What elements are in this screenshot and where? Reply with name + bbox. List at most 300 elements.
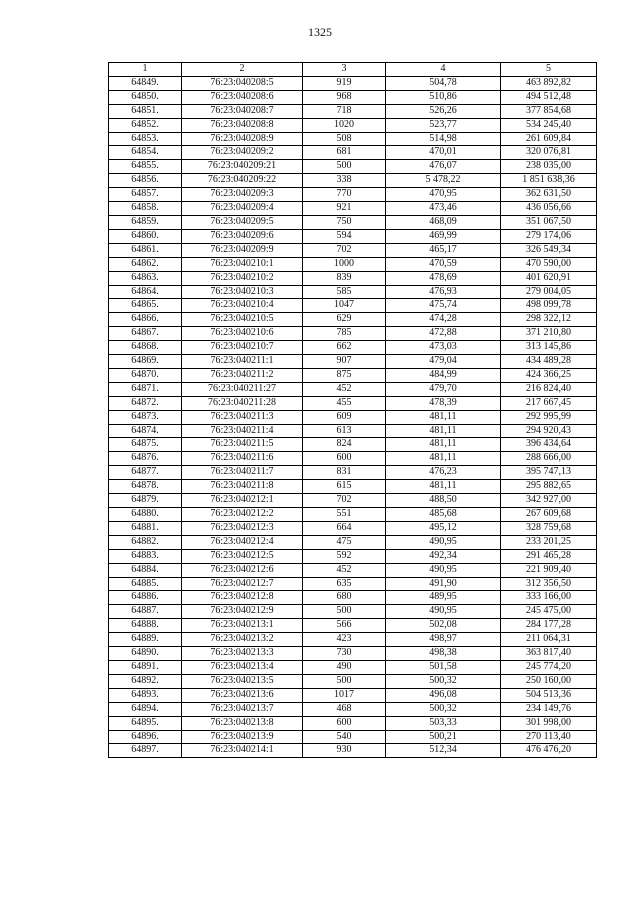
total-value-cell: 328 759,68: [501, 521, 597, 535]
cadastral-number-cell: 76:23:040209:21: [182, 160, 303, 174]
table-row: [109, 744, 597, 758]
area-cell: 750: [303, 215, 386, 229]
total-value-cell: 217 667,45: [501, 396, 597, 410]
area-cell: 566: [303, 619, 386, 633]
area-cell: 635: [303, 577, 386, 591]
total-value-cell: 313 145,86: [501, 341, 597, 355]
total-value-cell: 245 774,20: [501, 660, 597, 674]
total-value-cell: 395 747,13: [501, 466, 597, 480]
price-per-unit-cell: 468,09: [386, 215, 501, 229]
row-number-cell: 64886.: [109, 591, 182, 605]
area-cell: 452: [303, 563, 386, 577]
price-per-unit-cell: 481,11: [386, 480, 501, 494]
row-number-cell: 64854.: [109, 146, 182, 160]
cadastral-number-cell: 76:23:040208:7: [182, 104, 303, 118]
table-row: [109, 494, 597, 508]
price-per-unit-cell: 526,26: [386, 104, 501, 118]
table-row: [109, 299, 597, 313]
area-cell: 594: [303, 229, 386, 243]
price-per-unit-cell: 476,93: [386, 285, 501, 299]
row-number-cell: 64868.: [109, 341, 182, 355]
total-value-cell: 504 513,36: [501, 688, 597, 702]
cadastral-table: [108, 62, 597, 758]
total-value-cell: 434 489,28: [501, 355, 597, 369]
row-number-cell: 64851.: [109, 104, 182, 118]
row-number-cell: 64894.: [109, 702, 182, 716]
table-row: [109, 382, 597, 396]
row-number-cell: 64897.: [109, 744, 182, 758]
header-row: [109, 63, 597, 77]
table-row: [109, 702, 597, 716]
table-row: [109, 188, 597, 202]
total-value-cell: 221 909,40: [501, 563, 597, 577]
cadastral-number-cell: 76:23:040211:5: [182, 438, 303, 452]
total-value-cell: 351 067,50: [501, 215, 597, 229]
total-value-cell: 396 434,64: [501, 438, 597, 452]
total-value-cell: 211 064,31: [501, 633, 597, 647]
price-per-unit-cell: 498,38: [386, 647, 501, 661]
area-cell: 629: [303, 313, 386, 327]
table-row: [109, 271, 597, 285]
table-row: [109, 730, 597, 744]
table-row: [109, 452, 597, 466]
cadastral-number-cell: 76:23:040210:2: [182, 271, 303, 285]
price-per-unit-cell: 481,11: [386, 424, 501, 438]
row-number-cell: 64891.: [109, 660, 182, 674]
row-number-cell: 64870.: [109, 368, 182, 382]
price-per-unit-cell: 476,07: [386, 160, 501, 174]
area-cell: 824: [303, 438, 386, 452]
cadastral-number-cell: 76:23:040212:1: [182, 494, 303, 508]
table-row: [109, 368, 597, 382]
area-cell: 1017: [303, 688, 386, 702]
table-row: [109, 674, 597, 688]
cadastral-number-cell: 76:23:040213:9: [182, 730, 303, 744]
table-row: [109, 327, 597, 341]
area-cell: 702: [303, 243, 386, 257]
table-row: [109, 605, 597, 619]
cadastral-number-cell: 76:23:040211:2: [182, 368, 303, 382]
area-cell: 770: [303, 188, 386, 202]
row-number-cell: 64861.: [109, 243, 182, 257]
row-number-cell: 64878.: [109, 480, 182, 494]
price-per-unit-cell: 510,86: [386, 90, 501, 104]
area-cell: 592: [303, 549, 386, 563]
area-cell: 455: [303, 396, 386, 410]
price-per-unit-cell: 503,33: [386, 716, 501, 730]
row-number-cell: 64863.: [109, 271, 182, 285]
area-cell: 540: [303, 730, 386, 744]
area-cell: 508: [303, 132, 386, 146]
row-number-cell: 64895.: [109, 716, 182, 730]
table-row: [109, 577, 597, 591]
area-cell: 1047: [303, 299, 386, 313]
header-cell-2: 2: [182, 63, 303, 77]
total-value-cell: 363 817,40: [501, 647, 597, 661]
row-number-cell: 64893.: [109, 688, 182, 702]
table-row: [109, 341, 597, 355]
price-per-unit-cell: 514,98: [386, 132, 501, 146]
price-per-unit-cell: 481,11: [386, 410, 501, 424]
price-per-unit-cell: 498,97: [386, 633, 501, 647]
cadastral-number-cell: 76:23:040213:2: [182, 633, 303, 647]
area-cell: 1000: [303, 257, 386, 271]
row-number-cell: 64864.: [109, 285, 182, 299]
area-cell: 585: [303, 285, 386, 299]
area-cell: 662: [303, 341, 386, 355]
row-number-cell: 64874.: [109, 424, 182, 438]
area-cell: 831: [303, 466, 386, 480]
area-cell: 839: [303, 271, 386, 285]
price-per-unit-cell: 492,34: [386, 549, 501, 563]
area-cell: 500: [303, 605, 386, 619]
cadastral-number-cell: 76:23:040208:5: [182, 76, 303, 90]
cadastral-number-cell: 76:23:040210:7: [182, 341, 303, 355]
price-per-unit-cell: 495,12: [386, 521, 501, 535]
price-per-unit-cell: 485,68: [386, 508, 501, 522]
table-row: [109, 535, 597, 549]
row-number-cell: 64875.: [109, 438, 182, 452]
total-value-cell: 1 851 638,36: [501, 174, 597, 188]
row-number-cell: 64890.: [109, 647, 182, 661]
cadastral-number-cell: 76:23:040209:3: [182, 188, 303, 202]
area-cell: 490: [303, 660, 386, 674]
row-number-cell: 64858.: [109, 202, 182, 216]
row-number-cell: 64896.: [109, 730, 182, 744]
cadastral-number-cell: 76:23:040213:3: [182, 647, 303, 661]
price-per-unit-cell: 479,70: [386, 382, 501, 396]
price-per-unit-cell: 479,04: [386, 355, 501, 369]
total-value-cell: 279 174,06: [501, 229, 597, 243]
area-cell: 718: [303, 104, 386, 118]
cadastral-number-cell: 76:23:040212:3: [182, 521, 303, 535]
table-row: [109, 285, 597, 299]
price-per-unit-cell: 501,58: [386, 660, 501, 674]
header-cell-4: 4: [386, 63, 501, 77]
row-number-cell: 64884.: [109, 563, 182, 577]
price-per-unit-cell: 465,17: [386, 243, 501, 257]
total-value-cell: 270 113,40: [501, 730, 597, 744]
cadastral-number-cell: 76:23:040210:4: [182, 299, 303, 313]
cadastral-number-cell: 76:23:040209:2: [182, 146, 303, 160]
table-row: [109, 355, 597, 369]
total-value-cell: 250 160,00: [501, 674, 597, 688]
total-value-cell: 470 590,00: [501, 257, 597, 271]
total-value-cell: 288 666,00: [501, 452, 597, 466]
cadastral-number-cell: 76:23:040212:9: [182, 605, 303, 619]
table-row: [109, 660, 597, 674]
price-per-unit-cell: 490,95: [386, 563, 501, 577]
row-number-cell: 64882.: [109, 535, 182, 549]
table-header: [109, 63, 597, 77]
cadastral-number-cell: 76:23:040210:5: [182, 313, 303, 327]
price-per-unit-cell: 470,95: [386, 188, 501, 202]
price-per-unit-cell: 473,03: [386, 341, 501, 355]
cadastral-number-cell: 76:23:040211:3: [182, 410, 303, 424]
area-cell: 921: [303, 202, 386, 216]
header-cell-1: 1: [109, 63, 182, 77]
cadastral-number-cell: 76:23:040211:7: [182, 466, 303, 480]
cadastral-number-cell: 76:23:040210:6: [182, 327, 303, 341]
table-row: [109, 215, 597, 229]
area-cell: 1020: [303, 118, 386, 132]
row-number-cell: 64887.: [109, 605, 182, 619]
table-row: [109, 257, 597, 271]
cadastral-number-cell: 76:23:040214:1: [182, 744, 303, 758]
cadastral-number-cell: 76:23:040213:8: [182, 716, 303, 730]
table-row: [109, 160, 597, 174]
price-per-unit-cell: 489,95: [386, 591, 501, 605]
row-number-cell: 64853.: [109, 132, 182, 146]
row-number-cell: 64866.: [109, 313, 182, 327]
area-cell: 609: [303, 410, 386, 424]
cadastral-number-cell: 76:23:040212:2: [182, 508, 303, 522]
total-value-cell: 261 609,84: [501, 132, 597, 146]
table-row: [109, 202, 597, 216]
total-value-cell: 476 476,20: [501, 744, 597, 758]
cadastral-number-cell: 76:23:040212:6: [182, 563, 303, 577]
area-cell: 968: [303, 90, 386, 104]
area-cell: 468: [303, 702, 386, 716]
price-per-unit-cell: 484,99: [386, 368, 501, 382]
area-cell: 338: [303, 174, 386, 188]
page-number: 1325: [308, 25, 332, 39]
total-value-cell: 279 004,05: [501, 285, 597, 299]
area-cell: 500: [303, 674, 386, 688]
table-row: [109, 466, 597, 480]
row-number-cell: 64855.: [109, 160, 182, 174]
row-number-cell: 64872.: [109, 396, 182, 410]
total-value-cell: 424 366,25: [501, 368, 597, 382]
row-number-cell: 64867.: [109, 327, 182, 341]
cadastral-number-cell: 76:23:040208:6: [182, 90, 303, 104]
cadastral-number-cell: 76:23:040212:8: [182, 591, 303, 605]
table-row: [109, 424, 597, 438]
total-value-cell: 463 892,82: [501, 76, 597, 90]
table-row: [109, 549, 597, 563]
price-per-unit-cell: 481,11: [386, 452, 501, 466]
cadastral-number-cell: 76:23:040208:8: [182, 118, 303, 132]
row-number-cell: 64881.: [109, 521, 182, 535]
area-cell: 551: [303, 508, 386, 522]
row-number-cell: 64856.: [109, 174, 182, 188]
price-per-unit-cell: 481,11: [386, 438, 501, 452]
row-number-cell: 64879.: [109, 494, 182, 508]
price-per-unit-cell: 512,34: [386, 744, 501, 758]
area-cell: 681: [303, 146, 386, 160]
row-number-cell: 64865.: [109, 299, 182, 313]
cadastral-number-cell: 76:23:040208:9: [182, 132, 303, 146]
total-value-cell: 294 920,43: [501, 424, 597, 438]
area-cell: 730: [303, 647, 386, 661]
table-row: [109, 410, 597, 424]
cadastral-number-cell: 76:23:040211:1: [182, 355, 303, 369]
total-value-cell: 238 035,00: [501, 160, 597, 174]
price-per-unit-cell: 478,39: [386, 396, 501, 410]
total-value-cell: 371 210,80: [501, 327, 597, 341]
area-cell: 600: [303, 716, 386, 730]
total-value-cell: 284 177,28: [501, 619, 597, 633]
row-number-cell: 64852.: [109, 118, 182, 132]
cadastral-number-cell: 76:23:040209:6: [182, 229, 303, 243]
row-number-cell: 64892.: [109, 674, 182, 688]
cadastral-number-cell: 76:23:040209:5: [182, 215, 303, 229]
price-per-unit-cell: 475,74: [386, 299, 501, 313]
row-number-cell: 64880.: [109, 508, 182, 522]
table-row: [109, 174, 597, 188]
area-cell: 919: [303, 76, 386, 90]
price-per-unit-cell: 470,01: [386, 146, 501, 160]
row-number-cell: 64873.: [109, 410, 182, 424]
cadastral-number-cell: 76:23:040210:3: [182, 285, 303, 299]
row-number-cell: 64877.: [109, 466, 182, 480]
area-cell: 930: [303, 744, 386, 758]
price-per-unit-cell: 500,32: [386, 702, 501, 716]
table-row: [109, 619, 597, 633]
price-per-unit-cell: 478,69: [386, 271, 501, 285]
table-row: [109, 688, 597, 702]
table-row: [109, 76, 597, 90]
table-row: [109, 591, 597, 605]
price-per-unit-cell: 523,77: [386, 118, 501, 132]
row-number-cell: 64871.: [109, 382, 182, 396]
area-cell: 875: [303, 368, 386, 382]
total-value-cell: 291 465,28: [501, 549, 597, 563]
total-value-cell: 362 631,50: [501, 188, 597, 202]
area-cell: 600: [303, 452, 386, 466]
row-number-cell: 64885.: [109, 577, 182, 591]
total-value-cell: 326 549,34: [501, 243, 597, 257]
table-row: [109, 313, 597, 327]
cadastral-number-cell: 76:23:040211:6: [182, 452, 303, 466]
area-cell: 452: [303, 382, 386, 396]
price-per-unit-cell: 472,88: [386, 327, 501, 341]
cadastral-number-cell: 76:23:040212:7: [182, 577, 303, 591]
total-value-cell: 233 201,25: [501, 535, 597, 549]
price-per-unit-cell: 488,50: [386, 494, 501, 508]
table-row: [109, 633, 597, 647]
row-number-cell: 64888.: [109, 619, 182, 633]
cadastral-number-cell: 76:23:040213:6: [182, 688, 303, 702]
table-row: [109, 508, 597, 522]
total-value-cell: 494 512,48: [501, 90, 597, 104]
table-row: [109, 647, 597, 661]
table-row: [109, 90, 597, 104]
price-per-unit-cell: 474,28: [386, 313, 501, 327]
price-per-unit-cell: 500,32: [386, 674, 501, 688]
price-per-unit-cell: 502,08: [386, 619, 501, 633]
cadastral-number-cell: 76:23:040209:22: [182, 174, 303, 188]
price-per-unit-cell: 473,46: [386, 202, 501, 216]
total-value-cell: 301 998,00: [501, 716, 597, 730]
price-per-unit-cell: 476,23: [386, 466, 501, 480]
total-value-cell: 267 609,68: [501, 508, 597, 522]
cadastral-number-cell: 76:23:040213:7: [182, 702, 303, 716]
total-value-cell: 498 099,78: [501, 299, 597, 313]
table-row: [109, 243, 597, 257]
row-number-cell: 64883.: [109, 549, 182, 563]
table-row: [109, 132, 597, 146]
row-number-cell: 64849.: [109, 76, 182, 90]
total-value-cell: 234 149,76: [501, 702, 597, 716]
price-per-unit-cell: 470,59: [386, 257, 501, 271]
cadastral-number-cell: 76:23:040209:4: [182, 202, 303, 216]
total-value-cell: 333 166,00: [501, 591, 597, 605]
table-row: [109, 521, 597, 535]
cadastral-number-cell: 76:23:040212:5: [182, 549, 303, 563]
price-per-unit-cell: 496,08: [386, 688, 501, 702]
total-value-cell: 320 076,81: [501, 146, 597, 160]
cadastral-number-cell: 76:23:040212:4: [182, 535, 303, 549]
cadastral-number-cell: 76:23:040211:4: [182, 424, 303, 438]
total-value-cell: 292 995,99: [501, 410, 597, 424]
area-cell: 680: [303, 591, 386, 605]
area-cell: 702: [303, 494, 386, 508]
price-per-unit-cell: 504,78: [386, 76, 501, 90]
row-number-cell: 64860.: [109, 229, 182, 243]
total-value-cell: 401 620,91: [501, 271, 597, 285]
header-cell-3: 3: [303, 63, 386, 77]
total-value-cell: 216 824,40: [501, 382, 597, 396]
area-cell: 500: [303, 160, 386, 174]
row-number-cell: 64859.: [109, 215, 182, 229]
cadastral-number-cell: 76:23:040211:27: [182, 382, 303, 396]
cadastral-number-cell: 76:23:040213:5: [182, 674, 303, 688]
total-value-cell: 312 356,50: [501, 577, 597, 591]
table-row: [109, 396, 597, 410]
area-cell: 423: [303, 633, 386, 647]
table-row: [109, 438, 597, 452]
cadastral-number-cell: 76:23:040211:8: [182, 480, 303, 494]
total-value-cell: 245 475,00: [501, 605, 597, 619]
total-value-cell: 436 056,66: [501, 202, 597, 216]
table-row: [109, 716, 597, 730]
price-per-unit-cell: 491,90: [386, 577, 501, 591]
total-value-cell: 377 854,68: [501, 104, 597, 118]
table-row: [109, 104, 597, 118]
row-number-cell: 64869.: [109, 355, 182, 369]
table-row: [109, 229, 597, 243]
row-number-cell: 64876.: [109, 452, 182, 466]
area-cell: 615: [303, 480, 386, 494]
price-per-unit-cell: 490,95: [386, 605, 501, 619]
table-row: [109, 146, 597, 160]
area-cell: 475: [303, 535, 386, 549]
row-number-cell: 64857.: [109, 188, 182, 202]
area-cell: 785: [303, 327, 386, 341]
total-value-cell: 534 245,40: [501, 118, 597, 132]
row-number-cell: 64862.: [109, 257, 182, 271]
price-per-unit-cell: 500,21: [386, 730, 501, 744]
area-cell: 907: [303, 355, 386, 369]
area-cell: 664: [303, 521, 386, 535]
table-row: [109, 480, 597, 494]
area-cell: 613: [303, 424, 386, 438]
cadastral-number-cell: 76:23:040213:4: [182, 660, 303, 674]
total-value-cell: 342 927,00: [501, 494, 597, 508]
header-cell-5: 5: [501, 63, 597, 77]
price-per-unit-cell: 5 478,22: [386, 174, 501, 188]
cadastral-number-cell: 76:23:040210:1: [182, 257, 303, 271]
table-row: [109, 563, 597, 577]
table-row: [109, 118, 597, 132]
row-number-cell: 64850.: [109, 90, 182, 104]
row-number-cell: 64889.: [109, 633, 182, 647]
total-value-cell: 298 322,12: [501, 313, 597, 327]
table-body: [109, 76, 597, 757]
cadastral-number-cell: 76:23:040209:9: [182, 243, 303, 257]
price-per-unit-cell: 490,95: [386, 535, 501, 549]
